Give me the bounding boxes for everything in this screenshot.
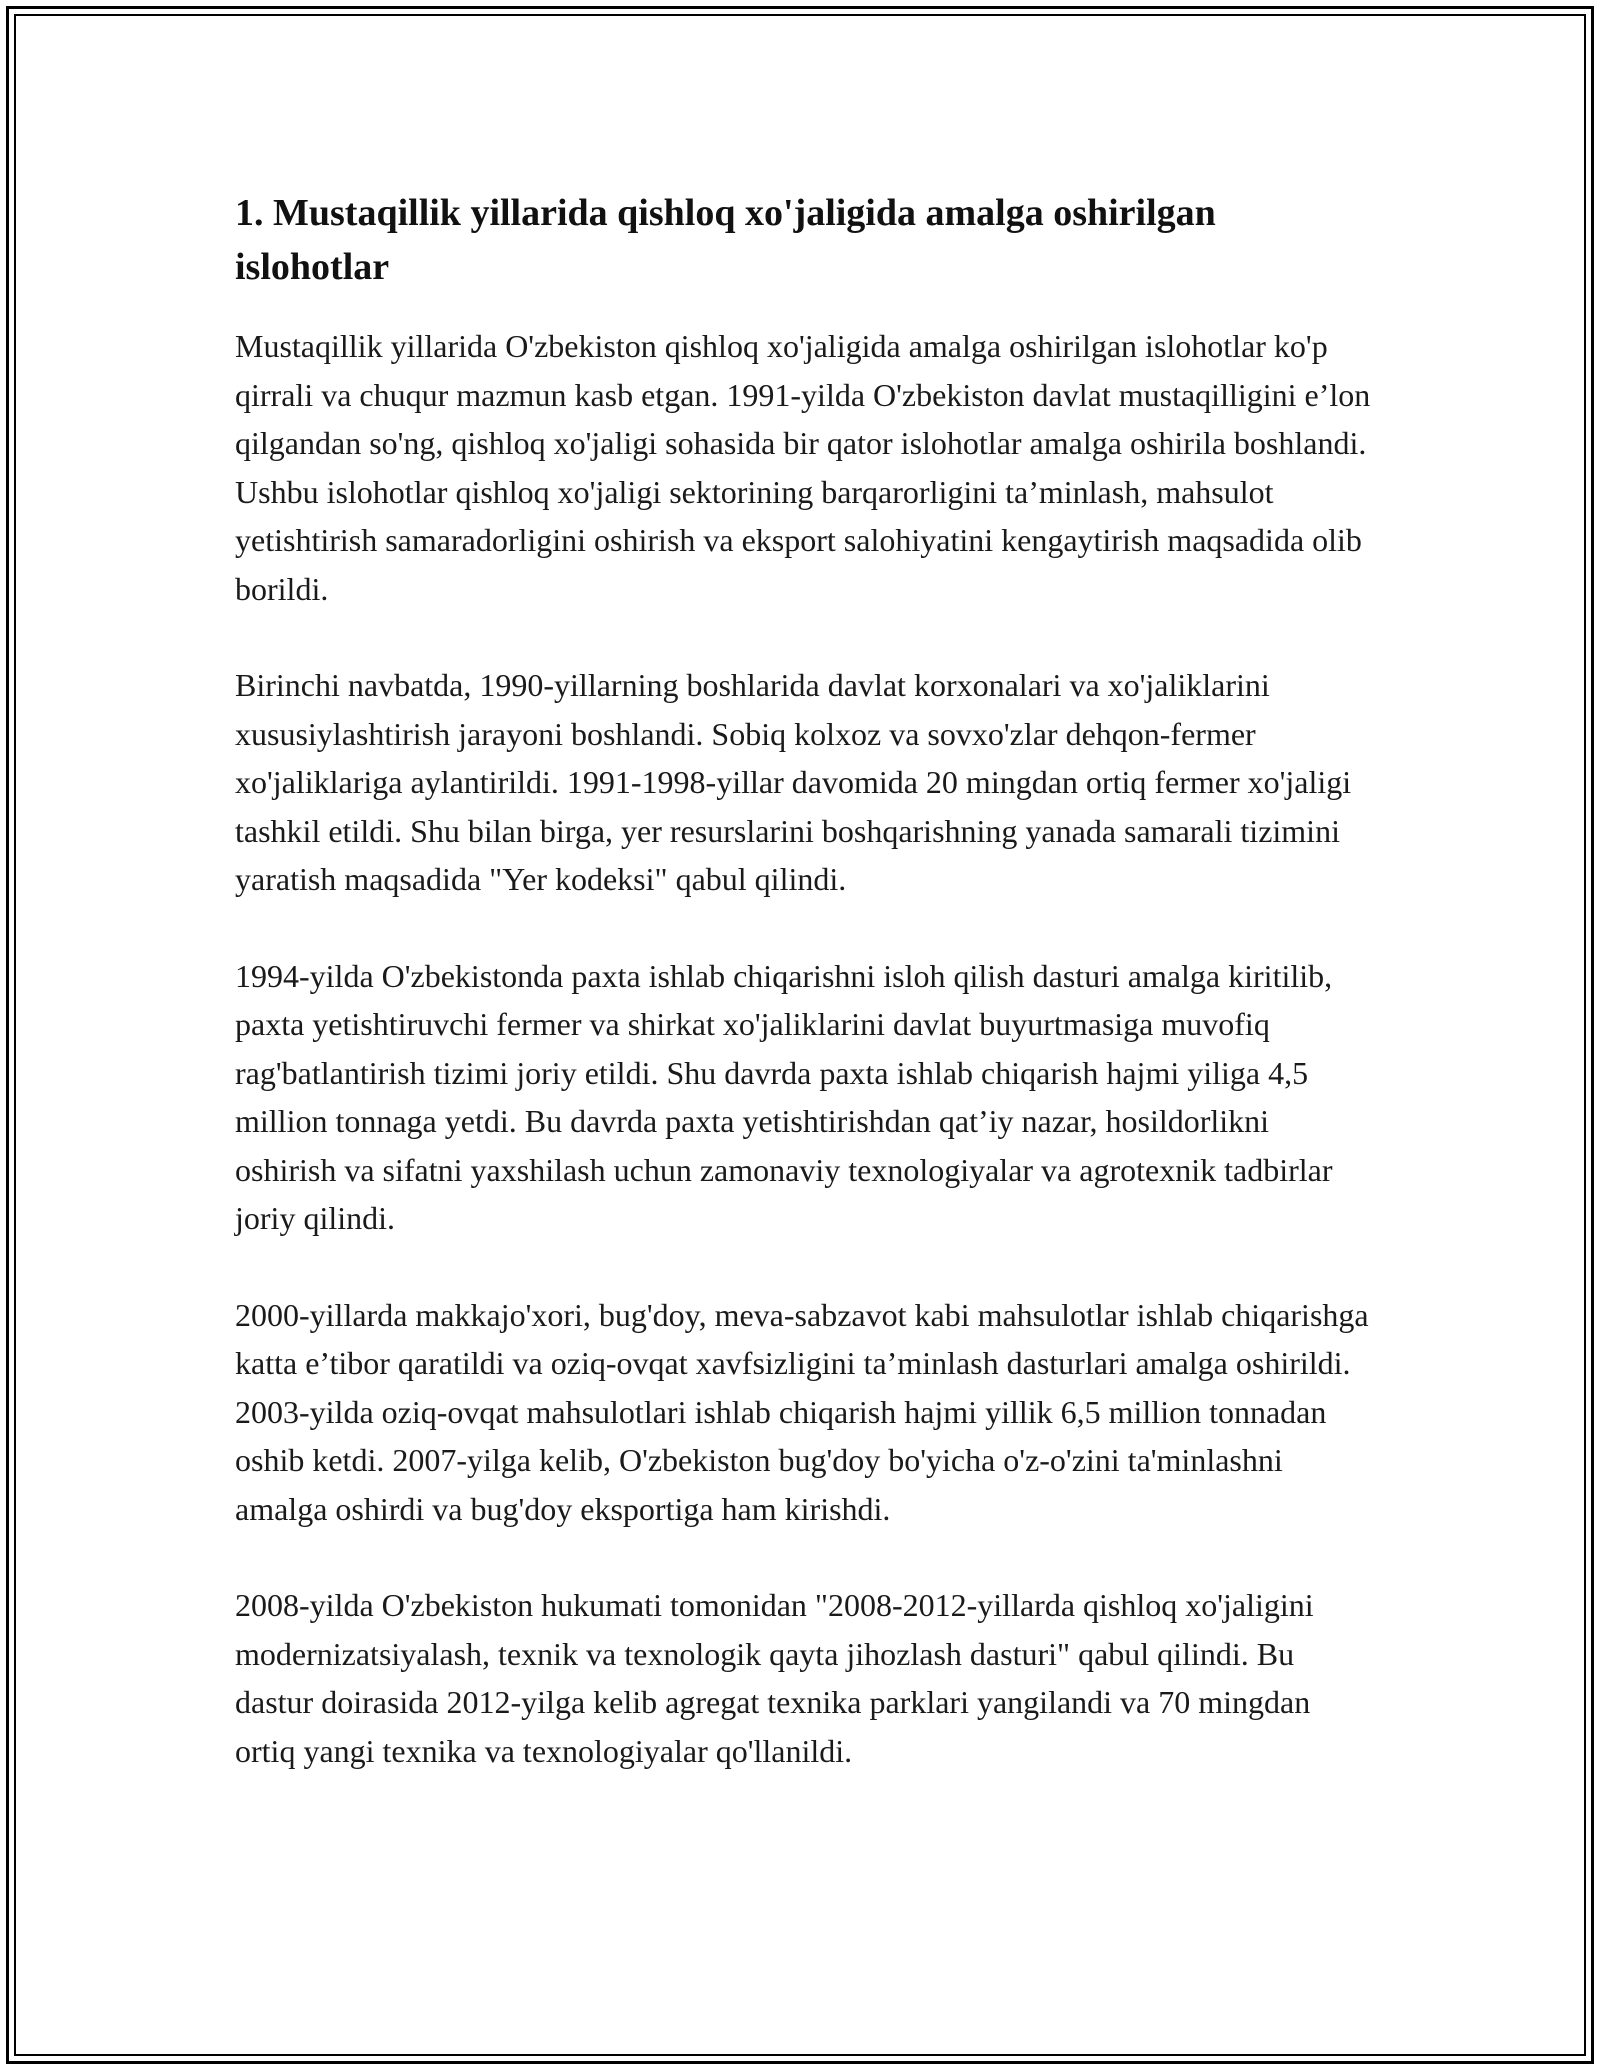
paragraph-privatization: Birinchi navbatda, 1990-yillarning boshlarida davlat korxonalari va xo'jaliklarini xususiylashtirish jarayoni boshlandi. Sobiq kolxoz va sovxo'zlar dehqon-fermer xo'jaliklariga aylantirildi. 1991-1998-yillar davomida 20 mingdan ortiq fermer xo'jaligi tashkil etildi. Shu bilan birga, yer resurslarini boshqarishning yanada samarali tizimini yaratish maqsadida "Yer kodeksi" qabul qilindi.: [235, 667, 1352, 897]
paragraph-food-security: 2000-yillarda makkajo'xori, bug'doy, meva-sabzavot kabi mahsulotlar ishlab chiqarishga katta e’tibor qaratildi va oziq-ovqat xavfsizligini ta’minlash dasturlari amalga oshirildi. 2003-yilda oziq-ovqat mahsulotlari ishlab chiqarish hajmi yillik 6,5 million tonnadan oshib ketdi. 2007-yilga kelib, O'zbekiston bug'doy bo'yicha o'z-o'zini ta'minlashni amalga oshirdi va bug'doy eksportiga ham kirishdi.: [235, 1296, 1369, 1527]
paragraph-modernization: 2008-yilda O'zbekiston hukumati tomonidan "2008-2012-yillarda qishloq xo'jaligini modernizatsiyalash, texnik va texnologik qayta jihozlash dasturi" qabul qilindi. Bu dastur doirasida 2012-yilga kelib agregat texnika parklari yangilandi va 70 mingdan ortiq yangi texnika va texnologiyalar qo'llanildi.: [235, 1587, 1314, 1769]
paragraph-intro: Mustaqillik yillarida O'zbekiston qishloq xo'jaligida amalga oshirilgan islohotlar ko'p qirrali va chuqur mazmun kasb etgan. 1991-yilda O'zbekiston davlat mustaqilligini e’lon qilgandan so'ng, qishloq xo'jaligi sohasida bir qator islohotlar amalga oshirila boshlandi. Ushbu islohotlar qishloq xo'jaligi sektorining barqarorligini ta’minlash, mahsulot yetishtirish samaradorligini oshirish va eksport salohiyatini kengaytirish maqsadida olib borildi.: [235, 328, 1371, 607]
paragraph-cotton-reform: 1994-yilda O'zbekistonda paxta ishlab chiqarishni isloh qilish dasturi amalga kiritilib, paxta yetishtiruvchi fermer va shirkat xo'jaliklarini davlat buyurtmasiga muvofiq rag'batlantirish tizimi joriy etildi. Shu davrda paxta ishlab chiqarish hajmi yiliga 4,5 million tonnaga yetdi. Bu davrda paxta yetishtirishdan qat’iy nazar, hosildorlikni oshirish va sifatni yaxshilash uchun zamonaviy texnologiyalar va agrotexnik tadbirlar joriy qilindi.: [235, 957, 1333, 1236]
section-heading: 1. Mustaqillik yillarida qishloq xo'jaligida amalga oshirilgan islohotlar: [235, 192, 1216, 288]
document-body: [235, 186, 1375, 1823]
